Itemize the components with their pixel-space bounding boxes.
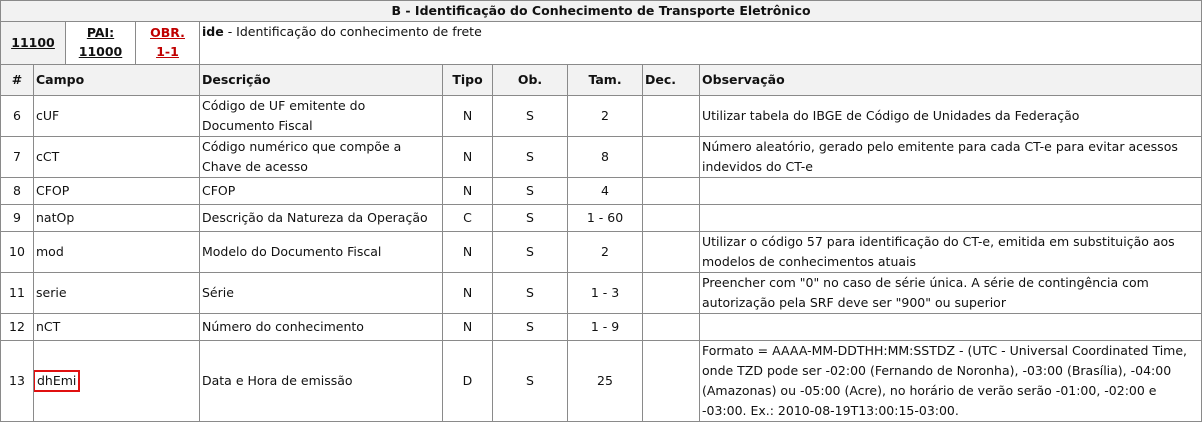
group-description: - Identificação do conhecimento de frete xyxy=(223,24,482,39)
row-tipo: N xyxy=(443,273,493,314)
header-ob: Ob. xyxy=(493,65,568,96)
group-name: ide xyxy=(202,24,224,39)
row-observacao: Número aleatório, gerado pelo emitente para cada CT-e para evitar acessos indevidos do CT-e xyxy=(700,137,1202,178)
table-row xyxy=(1,341,1202,422)
row-descricao: Série xyxy=(200,273,443,314)
row-tam: 8 xyxy=(568,137,643,178)
row-dec xyxy=(643,314,700,341)
obr-label: OBR. xyxy=(150,25,185,40)
row-dec xyxy=(643,232,700,273)
row-tipo: N xyxy=(443,314,493,341)
row-tam: 2 xyxy=(568,232,643,273)
row-num: 13 xyxy=(1,341,34,422)
group-description-cell xyxy=(200,22,1202,65)
row-num: 10 xyxy=(1,232,34,273)
row-descricao: Código de UF emitente do Documento Fiscal xyxy=(200,96,443,137)
row-descricao: Número do conhecimento xyxy=(200,314,443,341)
row-tam: 1 - 3 xyxy=(568,273,643,314)
row-dec xyxy=(643,178,700,205)
row-tipo: N xyxy=(443,137,493,178)
header-num: # xyxy=(1,65,34,96)
highlighted-field: dhEmi xyxy=(34,370,81,392)
row-num: 8 xyxy=(1,178,34,205)
row-tam: 2 xyxy=(568,96,643,137)
row-dec xyxy=(643,137,700,178)
row-tipo: C xyxy=(443,205,493,232)
obr-value: 1-1 xyxy=(156,44,179,59)
table-row xyxy=(1,314,1202,341)
group-id: 11100 xyxy=(11,35,55,50)
group-row xyxy=(1,22,1202,65)
row-observacao xyxy=(700,178,1202,205)
header-observacao: Observação xyxy=(700,65,1202,96)
row-ob: S xyxy=(493,341,568,422)
row-dec xyxy=(643,273,700,314)
row-ob: S xyxy=(493,273,568,314)
row-ob: S xyxy=(493,96,568,137)
row-campo-cell xyxy=(34,341,200,422)
header-row xyxy=(1,65,1202,96)
table-row xyxy=(1,273,1202,314)
table-row xyxy=(1,137,1202,178)
table-title-row xyxy=(1,1,1202,22)
header-descricao: Descrição xyxy=(200,65,443,96)
row-descricao: Modelo do Documento Fiscal xyxy=(200,232,443,273)
table-title: B - Identificação do Conhecimento de Transporte Eletrônico xyxy=(1,1,1202,22)
row-observacao xyxy=(700,314,1202,341)
row-num: 12 xyxy=(1,314,34,341)
row-campo: cUF xyxy=(34,96,200,137)
row-num: 11 xyxy=(1,273,34,314)
group-info-cell xyxy=(1,22,200,65)
table-row xyxy=(1,178,1202,205)
row-dec xyxy=(643,341,700,422)
row-campo: CFOP xyxy=(34,178,200,205)
row-tam: 1 - 9 xyxy=(568,314,643,341)
row-dec xyxy=(643,205,700,232)
row-observacao: Utilizar tabela do IBGE de Código de Unidades da Federação xyxy=(700,96,1202,137)
row-ob: S xyxy=(493,314,568,341)
row-descricao: Descrição da Natureza da Operação xyxy=(200,205,443,232)
row-campo: nCT xyxy=(34,314,200,341)
row-campo: natOp xyxy=(34,205,200,232)
row-tipo: N xyxy=(443,96,493,137)
row-num: 6 xyxy=(1,96,34,137)
header-tam: Tam. xyxy=(568,65,643,96)
header-tipo: Tipo xyxy=(443,65,493,96)
row-ob: S xyxy=(493,178,568,205)
pai-value: 11000 xyxy=(78,44,123,59)
row-observacao xyxy=(700,205,1202,232)
row-ob: S xyxy=(493,205,568,232)
row-descricao: Código numérico que compõe a Chave de acesso xyxy=(200,137,443,178)
row-observacao: Formato = AAAA-MM-DDTHH:MM:SSTDZ - (UTC - Universal Coordinated Time, onde TZD pode ser -02:00 (Fernando de Noronha), -03:00 (Brasília), -04:00 (Amazonas) ou -05:00 (Acre), no horário de verão serão -01:00, -02:00 e -03:00. Ex.: 2010-08-19T13:00:15-03:00. xyxy=(700,341,1202,422)
table-row xyxy=(1,96,1202,137)
row-ob: S xyxy=(493,232,568,273)
row-campo: mod xyxy=(34,232,200,273)
row-observacao: Utilizar o código 57 para identificação do CT-e, emitida em substituição aos modelos de conhecimentos atuais xyxy=(700,232,1202,273)
row-descricao: Data e Hora de emissão xyxy=(200,341,443,422)
row-campo: cCT xyxy=(34,137,200,178)
table-row xyxy=(1,232,1202,273)
row-observacao: Preencher com "0" no caso de série única. A série de contingência com autorização pela SRF deve ser "900" ou superior xyxy=(700,273,1202,314)
row-tam: 4 xyxy=(568,178,643,205)
header-campo: Campo xyxy=(34,65,200,96)
row-tipo: N xyxy=(443,232,493,273)
row-tipo: N xyxy=(443,178,493,205)
row-campo: serie xyxy=(34,273,200,314)
row-num: 7 xyxy=(1,137,34,178)
row-tam: 1 - 60 xyxy=(568,205,643,232)
row-num: 9 xyxy=(1,205,34,232)
row-tam: 25 xyxy=(568,341,643,422)
pai-label: PAI: xyxy=(86,25,115,40)
header-dec: Dec. xyxy=(643,65,700,96)
row-tipo: D xyxy=(443,341,493,422)
row-descricao: CFOP xyxy=(200,178,443,205)
row-ob: S xyxy=(493,137,568,178)
table-row xyxy=(1,205,1202,232)
row-dec xyxy=(643,96,700,137)
